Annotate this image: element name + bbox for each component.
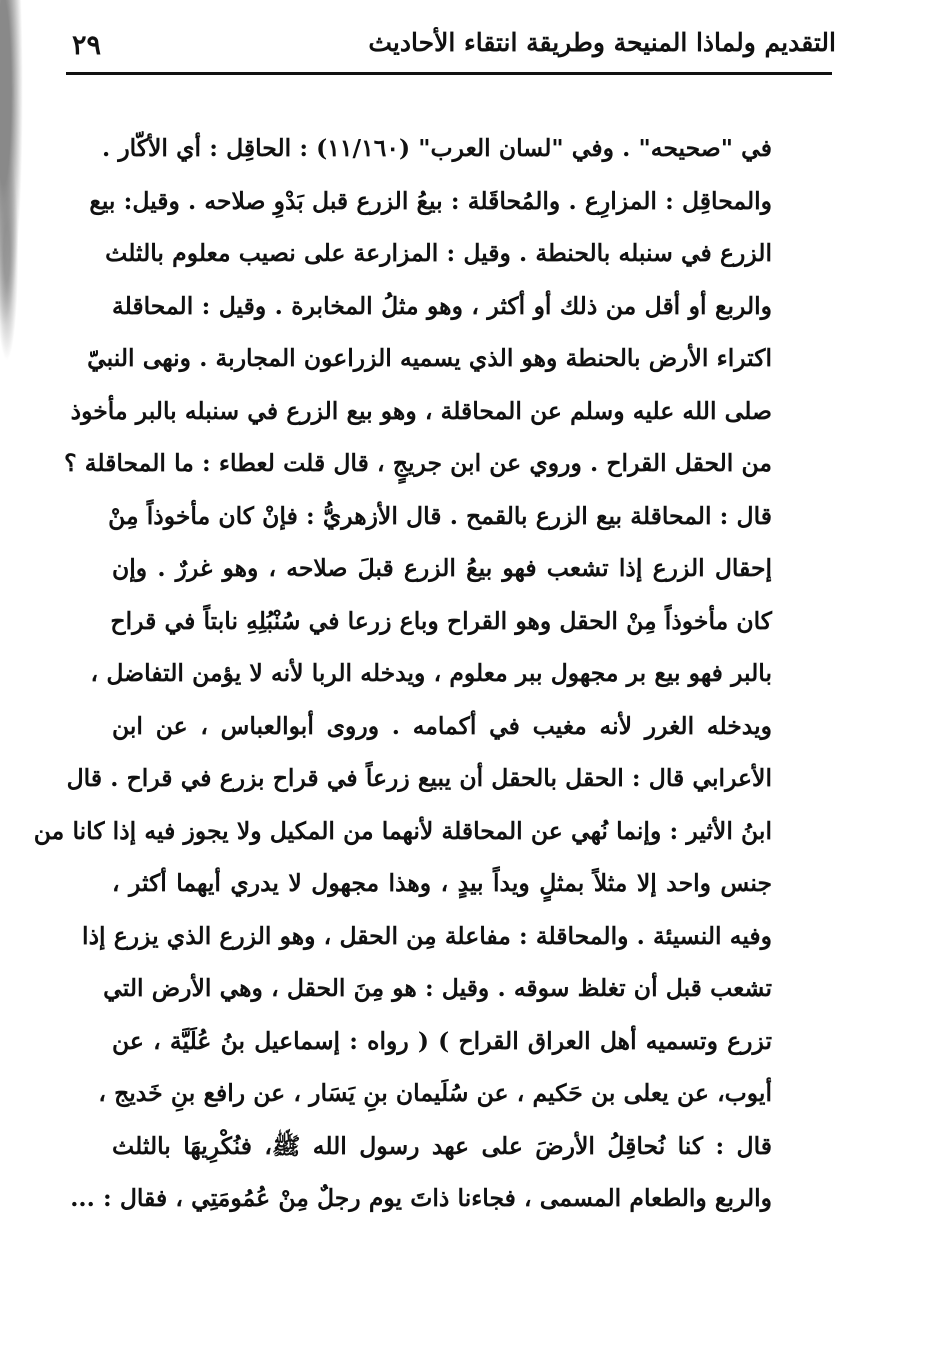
text-line: والربع أو أقل من ذلك أو أكثر ، وهو مثلُ المخابرة . وقيل : المحاقلة	[112, 291, 772, 320]
text-line: وفيه النسيئة . والمحاقلة : مفاعلة مِن الحقل ، وهو الزرع الذي يزرع إذا	[82, 921, 772, 950]
text-line: قال : المحاقلة بيع الزرع بالقمح . قال الأزهريُّ : فإنْ كان مأخوذاً مِنْ	[108, 501, 772, 530]
text-line: صلى الله عليه وسلم عن المحاقلة ، وهو بيع الزرع في سنبله بالبر مأخوذ	[70, 396, 772, 425]
text-line: والربع والطعام المسمى ، فجاءنا ذاتَ يوم رجلٌ مِنْ عُمُومَتِي ، فقال : ...	[70, 1184, 772, 1212]
text-line: في "صحيحه" . وفي "لسان العرب" (١١/١٦٠) : الحاقِل : أي الأكّار .	[101, 134, 772, 162]
text-line: بالبر فهو بيع بر مجهول ببر معلوم ، ويدخله الربا لأنه لا يؤمن التفاضل ،	[90, 659, 772, 687]
text-line: أيوب، عن يعلى بن حَكيم ، عن سُلَيمان بنِ يَسَار ، عن رافع بنِ خَديج ،	[98, 1079, 772, 1107]
text-line: جنس واحد إلا مثلاً بمثلٍ ويداً بيدٍ ، وهذا مجهول لا يدري أيهما أكثر ،	[112, 869, 772, 897]
header-rule	[66, 72, 832, 75]
page-header	[60, 22, 836, 74]
page-number: ٢٩	[72, 30, 102, 61]
text-line: الزرع في سنبله بالحنطة . وقيل : المزارعة على نصيب معلوم بالثلث	[105, 239, 772, 267]
text-line: تزرع وتسميه أهل العراق القراح ) ( رواه : إسماعيل بنُ عُلَيَّة ، عن	[112, 1026, 772, 1055]
running-title: التقديم ولماذا المنيحة وطريقة انتقاء الأحاديث	[368, 28, 836, 57]
body-text	[33, 122, 772, 1225]
text-line: من الحقل القراح . وروي عن ابن جريجٍ ، قال قلت لعطاء : ما المحاقلة ؟	[64, 449, 772, 477]
text-line: كان مأخوذاً مِنْ الحقل وهو القراح وباع زرعا في سُنْبُلِهِ نابتاً في قراح	[110, 606, 772, 635]
text-line: ويدخله الغرر لأنه مغيب في أكمامه . وروى أبوالعباس ، عن ابن	[112, 711, 772, 740]
scan-edge-shadow	[0, 0, 34, 460]
text-line: والمحاقِل : المزارِع . والمُحاقَلة : بيعُ الزرع قبل بَدْوِ صلاحه . وقيل: بيع	[89, 186, 772, 215]
text-line: إحقال الزرع إذا تشعب فهو بيعُ الزرع قبلَ صلاحه ، وهو غررٌ . وإن	[112, 554, 772, 582]
text-line: الأعرابي قال : الحقل بالحقل أن يبيع زرعاً في قراح بزرع في قراح . قال	[66, 764, 772, 792]
text-line: ابنُ الأثير : وإنما نُهي عن المحاقلة لأنهما من المكيل ولا يجوز فيه إذا كانا من	[33, 816, 772, 845]
text-line: اكتراء الأرض بالحنطة وهو الذي يسميه الزراعون المجاربة . ونهى النبيّ	[87, 344, 772, 372]
text-line: تشعب قبل أن تغلظ سوقه . وقيل : هو مِنَ الحقل ، وهي الأرض التي	[103, 974, 772, 1002]
text-line: قال : كنا نُحاقِلُ الأرضَ على عهد رسول الله ﷺ، فنُكْرِيهَا بالثلث	[112, 1131, 772, 1160]
